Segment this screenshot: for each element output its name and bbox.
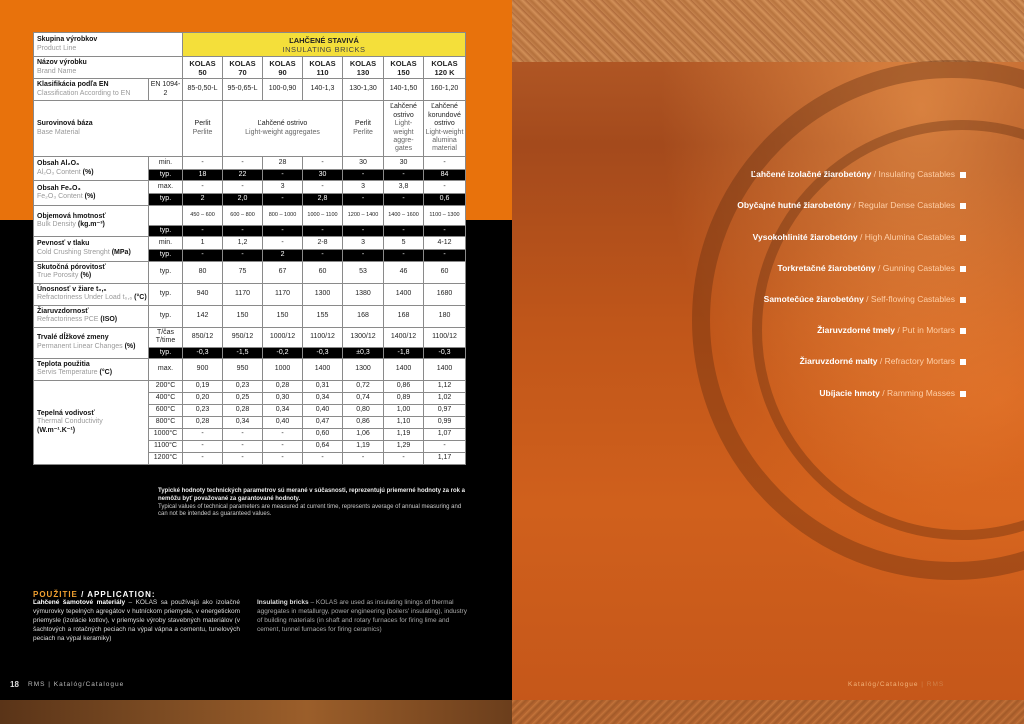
fe2o3-value: - [424, 181, 466, 194]
fe2o3-unit: max. [149, 181, 183, 194]
al2o3-value: 28 [263, 157, 303, 170]
brand-header-0: KOLAS 50 [183, 57, 223, 79]
density-value: - [424, 225, 466, 236]
conductivity-value: 0,28 [223, 404, 263, 416]
pce-unit: typ. [149, 305, 183, 327]
page-number: 18 [10, 680, 19, 689]
plc-value: -1,8 [384, 347, 424, 358]
plc-value: 1100/12 [303, 327, 343, 347]
conductivity-value: 1,19 [384, 428, 424, 440]
fe2o3-value: 0,6 [424, 194, 466, 205]
strength-value: - [424, 250, 466, 261]
plc-unit: T/čas T/time [149, 327, 183, 347]
conductivity-value: - [223, 440, 263, 452]
conductivity-value: 1,17 [424, 452, 466, 464]
strength-value: 5 [384, 237, 424, 250]
conductivity-value: 1,19 [343, 440, 384, 452]
conductivity-value: 0,19 [183, 380, 223, 392]
density-value: 600 – 800 [223, 205, 263, 225]
service-value: 1400 [424, 358, 466, 380]
al2o3-unit: min. [149, 157, 183, 170]
classification-value: 140-1,3 [303, 79, 343, 101]
conductivity-temperature: 1200°C [149, 452, 183, 464]
pce-value: 168 [343, 305, 384, 327]
conductivity-value: - [303, 452, 343, 464]
base-lightweight-cell: Ľahčené ostrivo Light-weight aggregates [223, 101, 343, 157]
conductivity-value: - [183, 440, 223, 452]
density-value: - [263, 225, 303, 236]
product-line-title: ĽAHČENÉ STAVIVÁ INSULATING BRICKS [183, 33, 466, 57]
application-text-en: Insulating bricks – KOLAS are used as insulating linings of thermal aggregates in metallurgy, power engineering (boilers' insulating), industry of building materials (in shaft and rotary furnaces for firing lime and cement, tunnel furnaces for firing ceramics) [257, 599, 467, 634]
al2o3-value: 84 [424, 170, 466, 181]
brick-texture-bottom [512, 700, 1024, 724]
menu-item[interactable]: Žiaruvzdorné malty / Refractory Mortars [646, 356, 966, 366]
base-material-label: Surovinová báza Base Material [34, 101, 183, 157]
al2o3-label: Obsah Al₂O₃ Al₂O₃ Content (%) [34, 157, 149, 181]
density-value: - [343, 225, 384, 236]
classification-value: 140-1,50 [384, 79, 424, 101]
plc-value: -1,5 [223, 347, 263, 358]
al2o3-value: 30 [343, 157, 384, 170]
service-unit: max. [149, 358, 183, 380]
classification-row [34, 79, 466, 101]
square-bullet-icon [960, 203, 966, 209]
service-row [34, 358, 466, 380]
plc-value: -0,3 [183, 347, 223, 358]
conductivity-value: 1,10 [384, 416, 424, 428]
pce-value: 142 [183, 305, 223, 327]
conductivity-value: 0,23 [223, 380, 263, 392]
strength-value: 2 [263, 250, 303, 261]
conductivity-value: 0,89 [384, 392, 424, 404]
service-value: 1000 [263, 358, 303, 380]
strength-value: 2-8 [303, 237, 343, 250]
conductivity-value: 0,60 [303, 428, 343, 440]
density-row [34, 205, 466, 225]
al2o3-value: - [303, 157, 343, 170]
plc-value: 1100/12 [424, 327, 466, 347]
menu-item[interactable]: Ubíjacie hmoty / Ramming Masses [646, 388, 966, 398]
strength-value: - [263, 237, 303, 250]
footer-catalog-left: RMS | Katalóg/Catalogue [28, 681, 125, 688]
rul-unit: typ. [149, 283, 183, 305]
square-bullet-icon [960, 328, 966, 334]
porosity-unit: typ. [149, 261, 183, 283]
conductivity-value: - [343, 452, 384, 464]
plc-value: 1000/12 [263, 327, 303, 347]
density-value: 1400 – 1600 [384, 205, 424, 225]
conductivity-row [34, 380, 466, 392]
plc-value: 950/12 [223, 327, 263, 347]
plc-value: -0,3 [303, 347, 343, 358]
properties-table [33, 32, 466, 465]
fe2o3-value: 2 [183, 194, 223, 205]
plc-unit: typ. [149, 347, 183, 358]
fe2o3-value: - [384, 194, 424, 205]
base-perlit-cell: Perlit Perlite [183, 101, 223, 157]
density-value: - [303, 225, 343, 236]
brand-row [34, 57, 466, 79]
strength-unit: min. [149, 237, 183, 250]
conductivity-temperature: 200°C [149, 380, 183, 392]
conductivity-temperature: 400°C [149, 392, 183, 404]
density-label: Objemová hmotnosť Bulk Density (kg.m⁻³) [34, 205, 149, 236]
conductivity-value: 0,80 [343, 404, 384, 416]
footer-catalog-right: Katalóg/Catalogue | RMS [848, 681, 945, 688]
porosity-value: 53 [343, 261, 384, 283]
density-value: - [223, 225, 263, 236]
conductivity-value: 1,00 [384, 404, 424, 416]
conductivity-value: 0,74 [343, 392, 384, 404]
service-value: 1400 [384, 358, 424, 380]
square-bullet-icon [960, 235, 966, 241]
brick-texture-top [512, 0, 1024, 62]
rul-value: 1380 [343, 283, 384, 305]
pce-value: 180 [424, 305, 466, 327]
plc-row [34, 327, 466, 347]
plc-value: 850/12 [183, 327, 223, 347]
service-value: 1300 [343, 358, 384, 380]
menu-item[interactable]: Samotečúce žiarobetóny / Self-flowing Castables [646, 294, 966, 304]
al2o3-value: - [263, 170, 303, 181]
typical-values-note: Typické hodnoty technických parametrov sú merané v súčasnosti, reprezentujú priemerné hodnoty za rok a nemôžu byť považované za garantované hodnoty. Typical values of technical parameters are measured at current time, represents average of annual measuring and can not be intended as guaranteed values. [158, 488, 465, 518]
classification-value: 95-0,65-L [223, 79, 263, 101]
product-line-label: Skupina výrobkov Product Line [34, 33, 183, 57]
conductivity-value: - [263, 440, 303, 452]
application-title: POUŽITIE / APPLICATION: [33, 590, 156, 599]
conductivity-value: - [424, 440, 466, 452]
porosity-value: 80 [183, 261, 223, 283]
pce-value: 150 [223, 305, 263, 327]
conductivity-value: 0,86 [384, 380, 424, 392]
porosity-value: 67 [263, 261, 303, 283]
conductivity-value: - [263, 428, 303, 440]
conductivity-value: - [384, 452, 424, 464]
strength-value: - [303, 250, 343, 261]
al2o3-value: - [343, 170, 384, 181]
conductivity-value: 1,29 [384, 440, 424, 452]
rul-value: 1400 [384, 283, 424, 305]
rul-row [34, 283, 466, 305]
menu-item[interactable]: Žiaruvzdorné tmely / Put in Mortars [646, 325, 966, 335]
strength-value: 1,2 [223, 237, 263, 250]
density-value: 800 – 1000 [263, 205, 303, 225]
classification-value: 160-1,20 [424, 79, 466, 101]
menu-item[interactable]: Vysokohlinité žiarobetóny / High Alumina Castables [646, 232, 966, 242]
square-bullet-icon [960, 297, 966, 303]
conductivity-value: 0,28 [263, 380, 303, 392]
right-page [512, 0, 1024, 724]
density-value: 1000 – 1100 [303, 205, 343, 225]
strength-value: - [223, 250, 263, 261]
density-value: 450 – 600 [183, 205, 223, 225]
fe2o3-unit: typ. [149, 194, 183, 205]
pce-value: 155 [303, 305, 343, 327]
rul-value: 1170 [263, 283, 303, 305]
plc-value: 1300/12 [343, 327, 384, 347]
strength-value: 1 [183, 237, 223, 250]
conductivity-value: 0,25 [223, 392, 263, 404]
brand-header-3: KOLAS 110 [303, 57, 343, 79]
conductivity-temperature: 1100°C [149, 440, 183, 452]
classification-value: 130-1,30 [343, 79, 384, 101]
brand-header-4: KOLAS 130 [343, 57, 384, 79]
rul-value: 1300 [303, 283, 343, 305]
conductivity-value: 0,64 [303, 440, 343, 452]
strength-value: - [384, 250, 424, 261]
square-bullet-icon [960, 266, 966, 272]
conductivity-value: - [183, 452, 223, 464]
conductivity-value: 1,07 [424, 428, 466, 440]
classification-unit: EN 1094-2 [149, 79, 183, 101]
conductivity-value: 0,47 [303, 416, 343, 428]
al2o3-row [34, 157, 466, 170]
base-material-row [34, 101, 466, 157]
conductivity-value: 1,06 [343, 428, 384, 440]
plc-value: -0,2 [263, 347, 303, 358]
strength-value: 3 [343, 237, 384, 250]
conductivity-value: 0,34 [223, 416, 263, 428]
conductivity-value: 0,40 [303, 404, 343, 416]
al2o3-value: - [424, 157, 466, 170]
conductivity-value: 0,99 [424, 416, 466, 428]
conductivity-value: 0,28 [183, 416, 223, 428]
conductivity-value: 0,72 [343, 380, 384, 392]
pce-row [34, 305, 466, 327]
porosity-label: Skutočná pórovitosť True Porosity (%) [34, 261, 149, 283]
al2o3-value: - [384, 170, 424, 181]
square-bullet-icon [960, 391, 966, 397]
fe2o3-row [34, 181, 466, 194]
base-perlit2-cell: Perlit Perlite [343, 101, 384, 157]
base-120k-cell: Ľahčené korundové ostrivo Light-weight alumina material [424, 101, 466, 157]
conductivity-value: 0,86 [343, 416, 384, 428]
brand-header-6: KOLAS 120 K [424, 57, 466, 79]
rul-label: Únosnosť v žiare t₀,₆ Refractoriness Under Load t₀,₆ (°C) [34, 283, 149, 305]
service-value: 1400 [303, 358, 343, 380]
conductivity-value: 0,23 [183, 404, 223, 416]
conductivity-temperature: 1000°C [149, 428, 183, 440]
service-value: 900 [183, 358, 223, 380]
conductivity-value: - [223, 428, 263, 440]
density-unit [149, 205, 183, 225]
classification-value: 100-0,90 [263, 79, 303, 101]
strength-value: 4-12 [424, 237, 466, 250]
menu-item[interactable]: Ľahčené izolačné žiarobetóny / Insulating Castables [646, 169, 966, 179]
density-value: 1100 – 1300 [424, 205, 466, 225]
classification-value: 85-0,50-L [183, 79, 223, 101]
pce-value: 168 [384, 305, 424, 327]
rul-value: 1170 [223, 283, 263, 305]
porosity-value: 46 [384, 261, 424, 283]
al2o3-value: 22 [223, 170, 263, 181]
al2o3-value: - [223, 157, 263, 170]
conductivity-label: Tepelná vodivosť Thermal Conductivity (W.m⁻¹.K⁻¹) [34, 380, 149, 464]
al2o3-value: 18 [183, 170, 223, 181]
fe2o3-value: - [223, 181, 263, 194]
classification-label: Klasifikácia podľa EN Classification According to EN [34, 79, 149, 101]
square-bullet-icon [960, 359, 966, 365]
conductivity-value: 0,34 [303, 392, 343, 404]
conductivity-value: 0,40 [263, 416, 303, 428]
bottom-texture-strip [0, 700, 512, 724]
conductivity-value: - [263, 452, 303, 464]
plc-value: ±0,3 [343, 347, 384, 358]
al2o3-value: 30 [384, 157, 424, 170]
menu-item[interactable]: Torkretačné žiarobetóny / Gunning Castables [646, 263, 966, 273]
strength-unit: typ. [149, 250, 183, 261]
base-150-cell: Ľahčené ostrivo Light-weight aggre-gates [384, 101, 424, 157]
al2o3-unit: typ. [149, 170, 183, 181]
density-value: - [384, 225, 424, 236]
menu-item[interactable]: Obyčajné hutné žiarobetóny / Regular Dense Castables [646, 200, 966, 210]
conductivity-value: 0,97 [424, 404, 466, 416]
conductivity-value: - [223, 452, 263, 464]
fe2o3-value: - [263, 194, 303, 205]
conductivity-value: - [183, 428, 223, 440]
porosity-value: 60 [424, 261, 466, 283]
fe2o3-value: - [343, 194, 384, 205]
conductivity-value: 1,02 [424, 392, 466, 404]
conductivity-value: 1,12 [424, 380, 466, 392]
conductivity-value: 0,34 [263, 404, 303, 416]
fe2o3-value: 2,0 [223, 194, 263, 205]
conductivity-value: 0,20 [183, 392, 223, 404]
density-value: - [183, 225, 223, 236]
fe2o3-value: - [183, 181, 223, 194]
porosity-value: 75 [223, 261, 263, 283]
brand-header-5: KOLAS 150 [384, 57, 424, 79]
al2o3-value: 30 [303, 170, 343, 181]
fe2o3-value: - [303, 181, 343, 194]
plc-label: Trvalé dĺžkové zmeny Permanent Linear Changes (%) [34, 327, 149, 358]
fe2o3-value: 3,8 [384, 181, 424, 194]
rul-value: 1680 [424, 283, 466, 305]
service-label: Teplota použitia Servis Temperature (°C) [34, 358, 149, 380]
plc-value: 1400/12 [384, 327, 424, 347]
application-text-sk: Ľahčené šamotové materiály – KOLAS sa používajú ako izolačné výmurovky tepelných agregátov v hutníckom priemysle, v energetickom priemysle (izolácie kotlov), v priemysle výroby stavebných materiálov (v šachtových a rotačných peciach na výpal vápna a cementu, tunelových peciach na výpal keramiky) [33, 599, 240, 643]
service-value: 950 [223, 358, 263, 380]
pce-value: 150 [263, 305, 303, 327]
fe2o3-value: 3 [343, 181, 384, 194]
porosity-row [34, 261, 466, 283]
conductivity-temperature: 800°C [149, 416, 183, 428]
strength-value: - [183, 250, 223, 261]
porosity-value: 60 [303, 261, 343, 283]
strength-row [34, 237, 466, 250]
conductivity-value: 0,31 [303, 380, 343, 392]
rul-value: 940 [183, 283, 223, 305]
brand-header-1: KOLAS 70 [223, 57, 263, 79]
al2o3-value: - [183, 157, 223, 170]
fe2o3-value: 2,8 [303, 194, 343, 205]
fe2o3-value: 3 [263, 181, 303, 194]
plc-value: -0,3 [424, 347, 466, 358]
square-bullet-icon [960, 172, 966, 178]
fe2o3-label: Obsah Fe₂O₃ Fe₂O₃ Content (%) [34, 181, 149, 205]
conductivity-value: 0,30 [263, 392, 303, 404]
conductivity-temperature: 600°C [149, 404, 183, 416]
brand-header-2: KOLAS 90 [263, 57, 303, 79]
density-unit: typ. [149, 225, 183, 236]
strength-value: - [343, 250, 384, 261]
brand-label: Názov výrobku Brand Name [34, 57, 183, 79]
pce-label: Žiaruvzdornosť Refractoriness PCE (ISO) [34, 305, 149, 327]
density-value: 1200 – 1400 [343, 205, 384, 225]
strength-label: Pevnosť v tlaku Cold Crushing Strenght (MPa) [34, 237, 149, 261]
